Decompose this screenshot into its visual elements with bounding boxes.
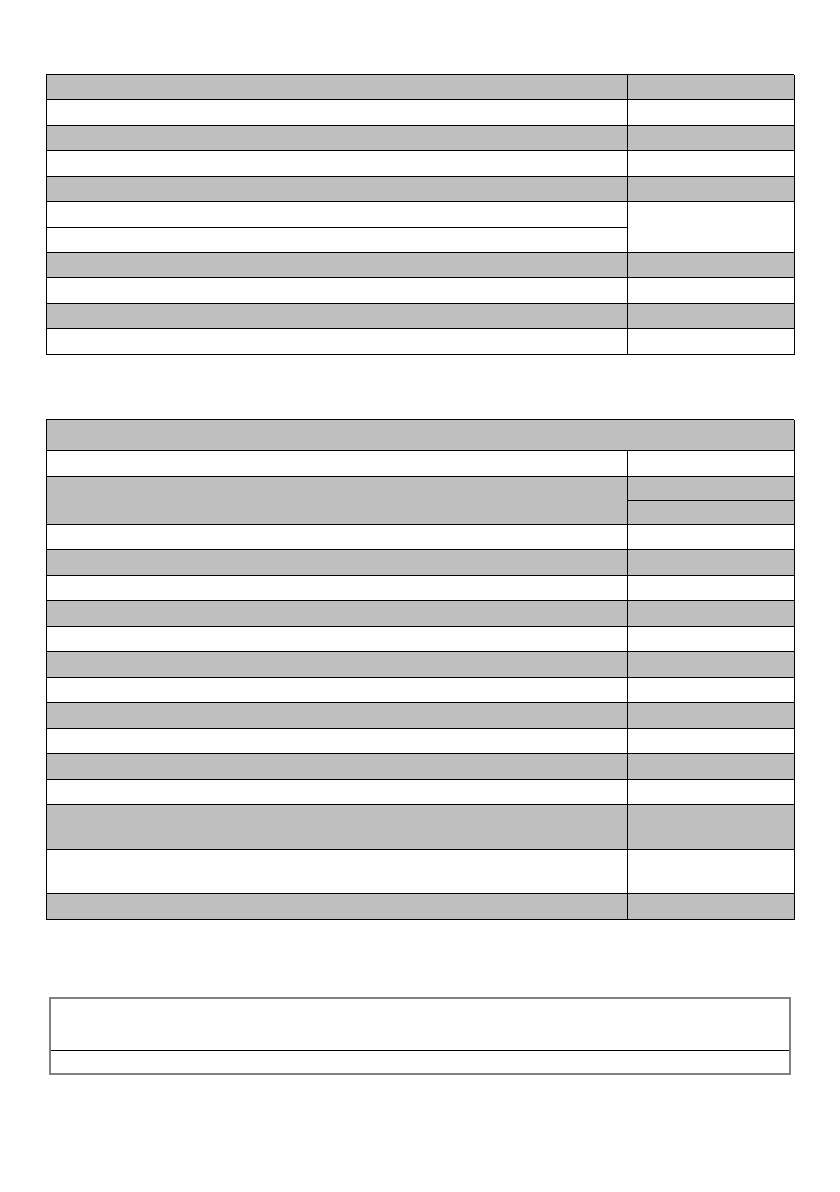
table-row-value (628, 329, 795, 355)
spec-table-1 (46, 74, 794, 355)
table-row-label (47, 627, 628, 652)
table-row-value (628, 151, 795, 177)
table-row-value (628, 477, 795, 501)
table-row-value (628, 780, 795, 805)
table-row-label (47, 451, 628, 477)
table-row-label (47, 126, 628, 151)
table-row-value (628, 278, 795, 304)
table-row-label (47, 780, 628, 805)
table-row-value (628, 451, 795, 477)
table-row-value (628, 100, 795, 126)
table-row-label (47, 253, 628, 278)
spec-table-2 (46, 419, 794, 920)
table-row-label (47, 729, 628, 754)
table-row-value (628, 601, 795, 627)
table-row-value (628, 253, 795, 278)
table-row-value (628, 627, 795, 652)
table-row-label (47, 805, 628, 850)
table-row-label (47, 202, 628, 228)
table-row-label (47, 329, 628, 355)
table-row-value (628, 576, 795, 601)
table-row-value (628, 729, 795, 754)
table-row-label (47, 100, 628, 126)
table-row-value (628, 304, 795, 329)
table-row-label (47, 850, 628, 894)
table-row-value (628, 894, 795, 920)
table-row-label (47, 601, 628, 627)
table-row-label (47, 278, 628, 304)
note-box-top (51, 999, 789, 1051)
table-row-label-merged (47, 477, 628, 525)
table-row-label (47, 754, 628, 780)
table-row-value-secondary (628, 501, 795, 525)
table-header (47, 420, 795, 451)
table-row-label (47, 304, 628, 329)
table-row-label (47, 576, 628, 601)
table-row-label (47, 894, 628, 920)
note-box-bottom (51, 1051, 789, 1073)
table-row-label (47, 550, 628, 576)
table-row-label (47, 678, 628, 703)
table-row-label (47, 703, 628, 729)
table-row-value (628, 177, 795, 202)
table-row-value (628, 754, 795, 780)
note-box (49, 997, 791, 1075)
table-row-value (628, 703, 795, 729)
table-row-label (47, 525, 628, 550)
table-row-label (47, 177, 628, 202)
table-row-value (628, 525, 795, 550)
table-row-value (628, 550, 795, 576)
table-row-value (628, 75, 795, 100)
table-row-value (628, 126, 795, 151)
table-row-label (47, 652, 628, 678)
table-row-label (47, 75, 628, 100)
table-row-value (628, 652, 795, 678)
table-row-label (47, 228, 628, 253)
table-row-value (628, 678, 795, 703)
table-row-value-merged (628, 202, 795, 253)
table-row-label (47, 151, 628, 177)
table-row-value (628, 850, 795, 894)
table-row-value (628, 805, 795, 850)
